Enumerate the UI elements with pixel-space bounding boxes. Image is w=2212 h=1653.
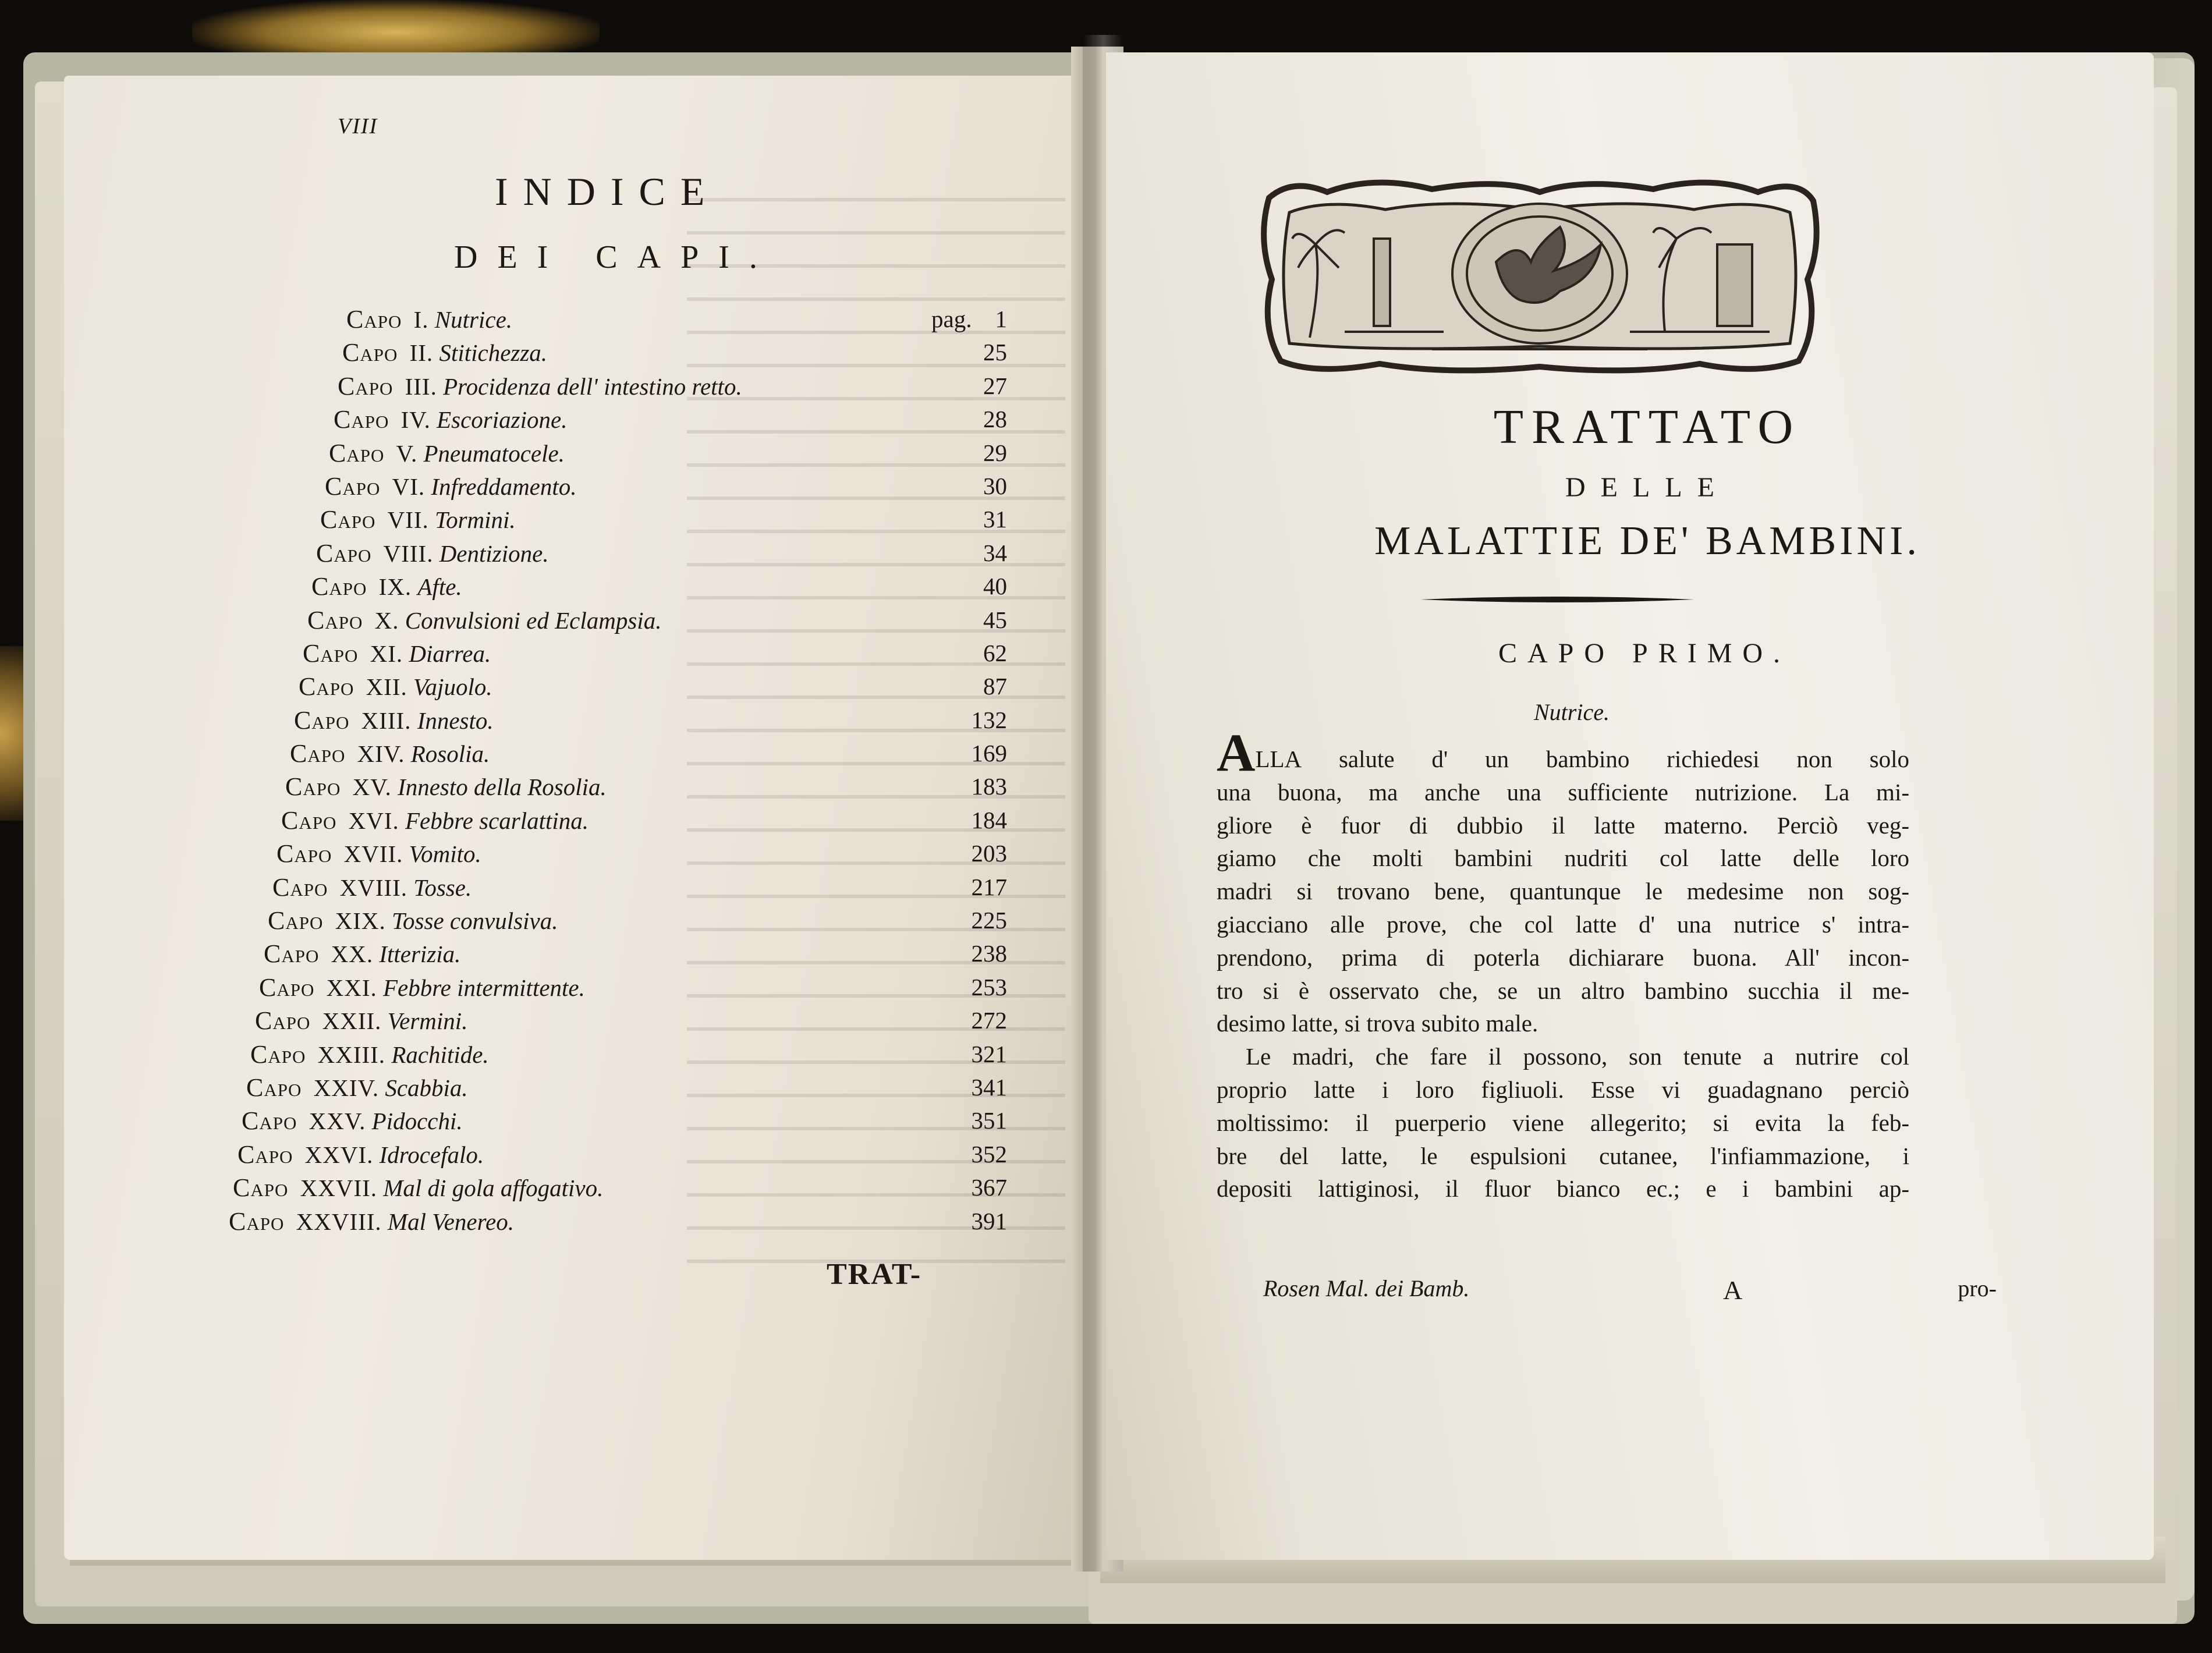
toc-page-value: 253 [971, 973, 1007, 1001]
toc-entry [259, 971, 1007, 1004]
chapter-heading: CAPO PRIMO. [1498, 638, 1791, 669]
toc-page-number [972, 804, 1008, 837]
toc-page-value: 27 [983, 372, 1007, 399]
toc-chapter-word: Capo [311, 572, 367, 601]
toc-page-number [983, 604, 1007, 637]
toc-entry [276, 837, 1007, 870]
toc-page-number [972, 904, 1008, 937]
toc-chapter-word: Capo [329, 438, 385, 467]
toc-chapter-number: XVI. [348, 807, 399, 834]
toc-chapter-number: XIII. [361, 707, 412, 734]
toc-chapter-number: XI. [370, 640, 403, 667]
toc-chapter-number: III. [405, 373, 437, 400]
text-line: desimo latte, si trova subito male. [1217, 1010, 1539, 1037]
toc-entry [281, 804, 1007, 837]
toc-page-value: 351 [971, 1107, 1007, 1134]
toc-page-number [983, 370, 1007, 403]
toc-chapter-number: XIX. [335, 907, 386, 935]
toc-chapter-word: Capo [276, 839, 332, 868]
toc-chapter-number: XVII. [343, 840, 403, 868]
toc-chapter-title: Innesto della Rosolia. [398, 774, 607, 801]
toc-page-value: 203 [971, 840, 1007, 867]
toc-page-number [972, 971, 1008, 1004]
toc-chapter-word: Capo [268, 906, 324, 935]
toc-chapter-title: Tosse. [413, 874, 472, 901]
toc-page-number [983, 637, 1007, 670]
toc-page-number [972, 1071, 1008, 1104]
toc-chapter-number: XXIV. [313, 1074, 380, 1101]
toc-chapter-title: Infreddamento. [431, 473, 577, 500]
toc-chapter-number: IV. [400, 406, 431, 434]
toc-chapter-word: Capo [334, 405, 389, 434]
toc-chapter-word: Capo [294, 705, 350, 735]
toc-page-number [983, 570, 1007, 603]
toc-chapter-word: Capo [320, 505, 376, 534]
toc-chapter-word: Capo [233, 1173, 289, 1202]
toc-page-number [972, 871, 1008, 904]
toc-chapter-word: Capo [229, 1207, 285, 1236]
body-text [1217, 723, 1909, 1205]
toc-page-value: 321 [971, 1040, 1007, 1067]
toc-chapter-title: Dentizione. [439, 540, 549, 567]
text-line: proprio latte i loro figliuoli. Esse vi guadagnano perciò [1217, 1076, 1909, 1103]
toc-page-number [972, 1171, 1008, 1204]
toc-entry [268, 904, 1007, 937]
text-line: gliore è fuor di dubbio il latte materno. Perciò veg- [1217, 811, 1909, 839]
toc-chapter-number: XII. [366, 673, 407, 701]
engraved-vignette-icon [1257, 175, 1822, 378]
toc-chapter-number: VIII. [383, 540, 434, 567]
toc-chapter-title: Innesto. [417, 707, 494, 734]
toc-chapter-title: Rosolia. [410, 740, 490, 768]
toc-page-value: 367 [971, 1174, 1007, 1201]
toc-chapter-word: Capo [307, 605, 363, 634]
toc-page-value: 225 [971, 907, 1007, 934]
toc-chapter-word: Capo [342, 338, 398, 367]
toc-chapter-word: Capo [242, 1106, 297, 1136]
toc-entry [250, 1038, 1007, 1071]
toc-entry [325, 470, 1007, 503]
toc-page-value: 132 [971, 706, 1007, 733]
toc-chapter-number: XVIII. [339, 874, 408, 901]
text-line: moltissimo: il puerperio viene allegerito; si evita la feb- [1217, 1109, 1909, 1136]
text-line: giamo che molti bambini nudriti col latte delle loro [1217, 845, 1909, 872]
toc-page-value: 31 [983, 506, 1007, 533]
toc-chapter-title: Procidenza dell' intestino retto. [443, 373, 742, 400]
toc-entry [329, 437, 1007, 470]
toc-chapter-title: Vermini. [387, 1008, 468, 1035]
table-of-contents [229, 303, 1007, 1238]
toc-entry [346, 303, 1007, 336]
toc-page-number [972, 770, 1008, 803]
toc-page-number [972, 1104, 1008, 1137]
toc-entry [311, 570, 1007, 603]
toc-chapter-word: Capo [299, 672, 355, 701]
first-line [1217, 723, 1909, 782]
toc-page-number [983, 670, 1007, 703]
chapter-subtitle: Nutrice. [1534, 699, 1610, 725]
toc-entry [303, 637, 1007, 670]
toc-page-number [972, 937, 1008, 970]
toc-page-value: 40 [983, 573, 1007, 600]
toc-page-number [972, 1004, 1008, 1037]
toc-chapter-title: Febbre scarlattina. [405, 807, 589, 834]
toc-page-number [983, 403, 1007, 436]
drop-cap-rest: LLA [1255, 746, 1302, 772]
toc-entry [294, 704, 1007, 737]
toc-chapter-title: Rachitide. [391, 1041, 489, 1068]
toc-page-label: pag. [931, 306, 972, 332]
catchword-left: TRAT- [827, 1258, 922, 1291]
toc-page-value: 25 [983, 339, 1007, 366]
toc-entry [246, 1071, 1007, 1104]
toc-chapter-number: XXVIII. [296, 1208, 382, 1235]
toc-page-number [983, 336, 1007, 369]
catchword-right: pro- [1958, 1275, 1997, 1301]
text-line: salute d' un bambino richiedesi non solo [1302, 746, 1909, 772]
toc-chapter-title: Tormini. [435, 506, 516, 534]
toc-chapter-word: Capo [285, 772, 341, 801]
text-line: tro si è osservato che, se un altro bambino succhia il me- [1217, 977, 1909, 1004]
index-subtitle: DEI CAPI. [454, 239, 777, 275]
treatise-title-line3: MALATTIE DE' BAMBINI. [1374, 519, 1920, 563]
toc-entry [338, 370, 1007, 403]
toc-page-value: 272 [971, 1007, 1007, 1034]
toc-entry [307, 604, 1007, 637]
toc-chapter-word: Capo [290, 739, 346, 768]
toc-page-number [972, 1038, 1008, 1071]
toc-entry [334, 403, 1007, 436]
toc-chapter-number: X. [374, 606, 399, 634]
toc-chapter-number: VII. [387, 506, 429, 534]
toc-chapter-number: XIV. [357, 740, 405, 768]
toc-page-value: 391 [971, 1207, 1007, 1235]
toc-chapter-word: Capo [250, 1040, 306, 1069]
toc-chapter-number: XXII. [322, 1008, 382, 1035]
toc-chapter-title: Itterizia. [379, 941, 461, 968]
toc-chapter-number: II. [409, 339, 434, 367]
toc-chapter-title: Diarrea. [409, 640, 491, 667]
signature-line: Rosen Mal. dei Bamb. [1263, 1275, 1470, 1301]
toc-entry [233, 1171, 1007, 1204]
text-line: bre del latte, le espulsioni cutanee, l'infiammazione, i [1217, 1142, 1909, 1169]
text-line: madri si trovano bene, quantunque le medesime non sog- [1217, 878, 1909, 905]
toc-page-number [972, 1138, 1008, 1171]
ornamental-rule-icon [1420, 594, 1694, 605]
toc-entry [290, 737, 1007, 770]
toc-chapter-title: Mal Venereo. [387, 1208, 514, 1235]
toc-chapter-title: Stitichezza. [439, 339, 548, 367]
toc-page-number [972, 1205, 1008, 1238]
toc-page-value: 45 [983, 606, 1007, 633]
toc-chapter-title: Convulsioni ed Eclampsia. [405, 606, 662, 634]
toc-chapter-title: Pidocchi. [371, 1108, 463, 1135]
toc-page-number [983, 470, 1007, 503]
index-title: INDICE [495, 169, 720, 214]
toc-page-value: 62 [983, 639, 1007, 666]
toc-entry [285, 770, 1007, 803]
toc-chapter-word: Capo [325, 471, 381, 501]
toc-entry [316, 537, 1007, 570]
toc-chapter-word: Capo [272, 872, 328, 902]
toc-chapter-word: Capo [255, 1006, 311, 1035]
toc-page-value: 238 [971, 940, 1007, 967]
treatise-title: TRATTATO [1493, 400, 1802, 454]
toc-page-number [972, 704, 1008, 737]
toc-chapter-number: IX. [378, 573, 412, 601]
toc-page-value: 87 [983, 673, 1007, 700]
toc-page-value: 30 [983, 472, 1007, 499]
toc-chapter-title: Nutrice. [434, 306, 513, 333]
toc-page-number [931, 303, 1007, 336]
toc-page-value: 28 [983, 406, 1007, 433]
toc-chapter-title: Mal di gola affogativo. [383, 1175, 604, 1202]
toc-chapter-title: Scabbia. [385, 1074, 468, 1101]
toc-chapter-title: Idrocefalo. [379, 1141, 484, 1168]
toc-chapter-number: XX. [331, 941, 374, 968]
toc-page-value: 217 [971, 873, 1007, 900]
toc-chapter-number: I. [413, 306, 429, 333]
toc-chapter-word: Capo [246, 1073, 302, 1102]
toc-page-value: 169 [971, 740, 1007, 767]
toc-entry [229, 1205, 1007, 1238]
text-line: Le madri, che fare il possono, son tenute a nutrire col [1246, 1043, 1909, 1070]
toc-chapter-word: Capo [338, 371, 394, 400]
toc-chapter-title: Febbre intermittente. [383, 974, 585, 1001]
toc-page-value: 183 [971, 773, 1007, 800]
toc-chapter-title: Afte. [417, 573, 462, 601]
toc-page-value: 341 [971, 1073, 1007, 1101]
toc-chapter-number: XXVII. [300, 1175, 378, 1202]
toc-chapter-number: XXV. [309, 1108, 366, 1135]
toc-chapter-number: XXIII. [317, 1041, 386, 1068]
toc-page-value: 184 [971, 806, 1007, 833]
toc-chapter-word: Capo [346, 305, 402, 334]
toc-chapter-word: Capo [303, 639, 359, 668]
toc-chapter-number: XXVI. [304, 1141, 374, 1168]
toc-entry [320, 503, 1007, 536]
toc-page-value: 1 [995, 306, 1007, 332]
toc-chapter-number: V. [396, 439, 418, 467]
toc-chapter-word: Capo [281, 806, 337, 835]
text-line: depositi lattiginosi, il fluor bianco ec.; e i bambini ap- [1217, 1175, 1909, 1202]
toc-page-number [983, 537, 1007, 570]
toc-chapter-word: Capo [316, 538, 372, 567]
toc-entry [237, 1138, 1007, 1171]
toc-entry [342, 336, 1007, 369]
signature-mark: A [1723, 1275, 1743, 1305]
text-line: giacciano alle prove, che col latte d' una nutrice s' intra- [1217, 910, 1909, 938]
toc-page-number [972, 737, 1008, 770]
toc-page-value: 29 [983, 439, 1007, 466]
toc-page-number [972, 837, 1008, 870]
toc-entry [299, 670, 1007, 703]
toc-chapter-word: Capo [237, 1140, 293, 1169]
toc-chapter-title: Escoriazione. [437, 406, 568, 434]
toc-chapter-number: XXI. [326, 974, 377, 1001]
toc-entry [242, 1104, 1007, 1137]
toc-entry [264, 937, 1007, 970]
toc-chapter-number: XV. [352, 774, 392, 801]
toc-page-value: 352 [971, 1140, 1007, 1168]
toc-chapter-word: Capo [259, 973, 315, 1002]
page-number: VIII [338, 114, 378, 139]
toc-chapter-title: Tosse convulsiva. [392, 907, 558, 935]
text-line: prendono, prima di poterla dichiarare buona. All' incon- [1217, 943, 1909, 971]
toc-chapter-title: Vomito. [409, 840, 481, 868]
toc-entry [255, 1004, 1007, 1037]
toc-page-number [983, 503, 1007, 536]
text-line: una buona, ma anche una sufficiente nutrizione. La mi- [1217, 778, 1909, 806]
toc-chapter-title: Pneumatocele. [423, 439, 565, 467]
drop-cap: A [1217, 723, 1253, 782]
page-footer [1263, 1275, 1997, 1310]
toc-page-value: 34 [983, 539, 1007, 566]
toc-chapter-title: Vajuolo. [413, 673, 492, 701]
toc-page-number [983, 437, 1007, 470]
toc-entry [272, 871, 1007, 904]
treatise-title-line2: DELLE [1565, 472, 1729, 503]
toc-chapter-number: VI. [392, 473, 426, 500]
toc-chapter-word: Capo [264, 939, 320, 969]
